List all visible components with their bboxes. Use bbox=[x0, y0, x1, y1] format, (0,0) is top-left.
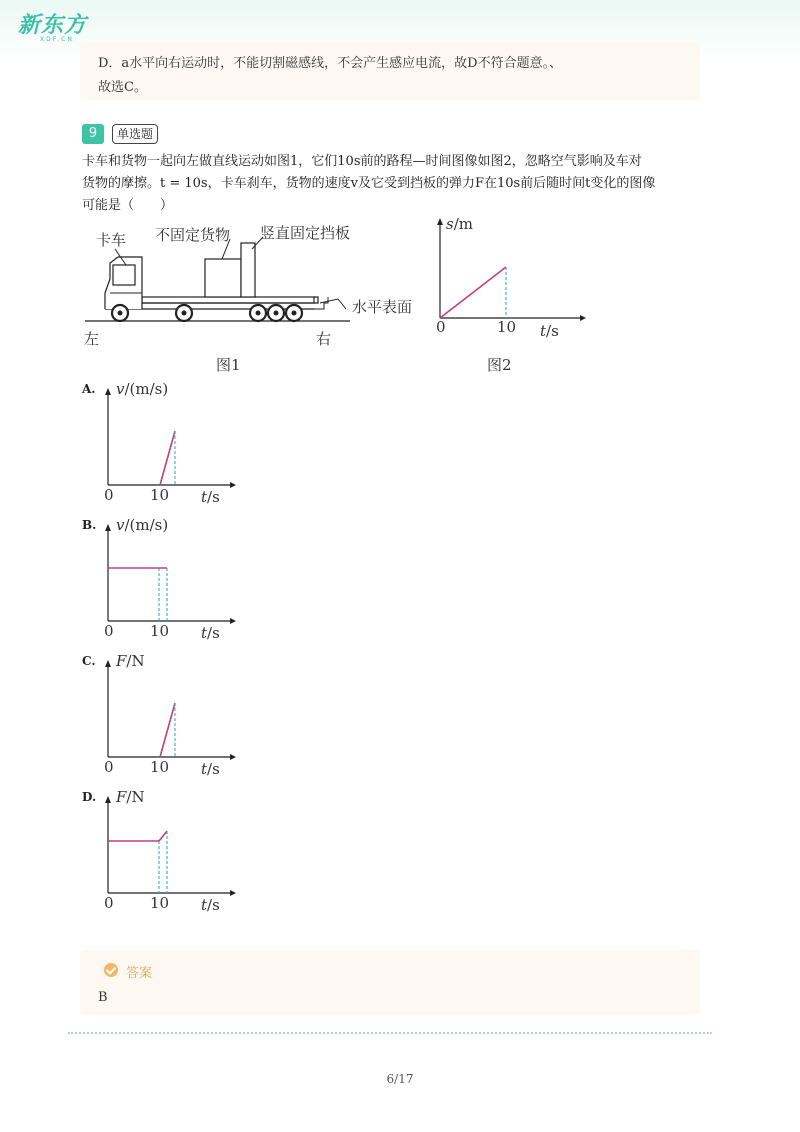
option-b-graph bbox=[100, 521, 240, 626]
option-d-xlabel: t/s bbox=[201, 896, 220, 914]
option-c-graph bbox=[100, 657, 240, 762]
option-d-tick: 10 bbox=[150, 894, 170, 912]
previous-line-1: D．a水平向右运动时，不能切割磁感线，不会产生感应电流，故D不符合题意。、 bbox=[98, 56, 563, 71]
cargo-box bbox=[205, 259, 241, 297]
figure2-caption: 图2 bbox=[487, 356, 512, 374]
option-a-tick: 10 bbox=[150, 486, 170, 504]
question-stem-line-3: 可能是（ ） bbox=[82, 198, 174, 213]
option-b-letter: B. bbox=[82, 518, 97, 532]
section-divider bbox=[68, 1032, 712, 1034]
question-number: 9 bbox=[82, 124, 104, 144]
label-surface: 水平表面 bbox=[352, 298, 413, 316]
option-b-xlabel: t/s bbox=[201, 624, 220, 642]
check-circle-icon bbox=[104, 963, 118, 977]
figure1-caption: 图1 bbox=[216, 356, 241, 374]
label-right: 右 bbox=[316, 330, 332, 348]
option-c-xlabel: t/s bbox=[201, 760, 220, 778]
option-b-origin: 0 bbox=[104, 622, 114, 640]
option-a-letter: A. bbox=[82, 382, 96, 396]
option-a-origin: 0 bbox=[104, 486, 114, 504]
previous-line-2: 故选C。 bbox=[98, 80, 147, 95]
fig2-ylabel: s/m bbox=[446, 215, 473, 233]
option-d-ylabel: F/N bbox=[116, 788, 145, 806]
answer-block bbox=[80, 950, 700, 1015]
logo-subtext: XDF.CN bbox=[40, 36, 74, 43]
previous-explanation bbox=[80, 42, 700, 100]
option-b-tick: 10 bbox=[150, 622, 170, 640]
fig2-xlabel: t/s bbox=[540, 322, 559, 340]
option-c-letter: C. bbox=[82, 654, 96, 668]
option-c-ylabel: F/N bbox=[116, 652, 145, 670]
label-board: 竖直固定挡板 bbox=[260, 224, 351, 242]
question-stem-line-2: 货物的摩擦。t = 10s，卡车刹车，货物的速度v及它受到挡板的弹力F在10s前后随时间t变化的图像 bbox=[82, 176, 656, 191]
option-d-graph bbox=[100, 793, 240, 898]
option-d-curve bbox=[108, 831, 167, 841]
label-left: 左 bbox=[84, 330, 100, 348]
answer-value: B bbox=[98, 990, 108, 1005]
st-curve bbox=[440, 267, 506, 318]
logo bbox=[18, 8, 87, 43]
option-d-origin: 0 bbox=[104, 894, 114, 912]
question-stem-line-1: 卡车和货物一起向左做直线运动如图1，它们10s前的路程—时间图像如图2，忽略空气影响及车对 bbox=[82, 154, 642, 169]
label-truck: 卡车 bbox=[96, 231, 127, 249]
option-b-ylabel: v/(m/s) bbox=[116, 516, 169, 534]
option-c-curve bbox=[160, 703, 175, 757]
question-type-badge: 单选题 bbox=[112, 124, 158, 144]
fig2-origin: 0 bbox=[436, 318, 446, 336]
label-cargo: 不固定货物 bbox=[155, 226, 231, 244]
option-a-ylabel: v/(m/s) bbox=[116, 380, 169, 398]
flatbed bbox=[142, 297, 314, 303]
option-c-origin: 0 bbox=[104, 758, 114, 776]
cab-window bbox=[113, 265, 135, 285]
vertical-board bbox=[241, 243, 255, 297]
figure1-truck-diagram bbox=[80, 215, 430, 355]
fig2-tick-10: 10 bbox=[497, 318, 517, 336]
option-a-curve bbox=[160, 431, 175, 485]
option-d-letter: D. bbox=[82, 790, 97, 804]
option-a-graph bbox=[100, 385, 240, 490]
page-number: 6/17 bbox=[386, 1072, 414, 1086]
option-a-xlabel: t/s bbox=[201, 488, 220, 506]
answer-label: 答案 bbox=[126, 966, 153, 981]
option-c-tick: 10 bbox=[150, 758, 170, 776]
logo-text: 新东方 bbox=[18, 13, 88, 38]
